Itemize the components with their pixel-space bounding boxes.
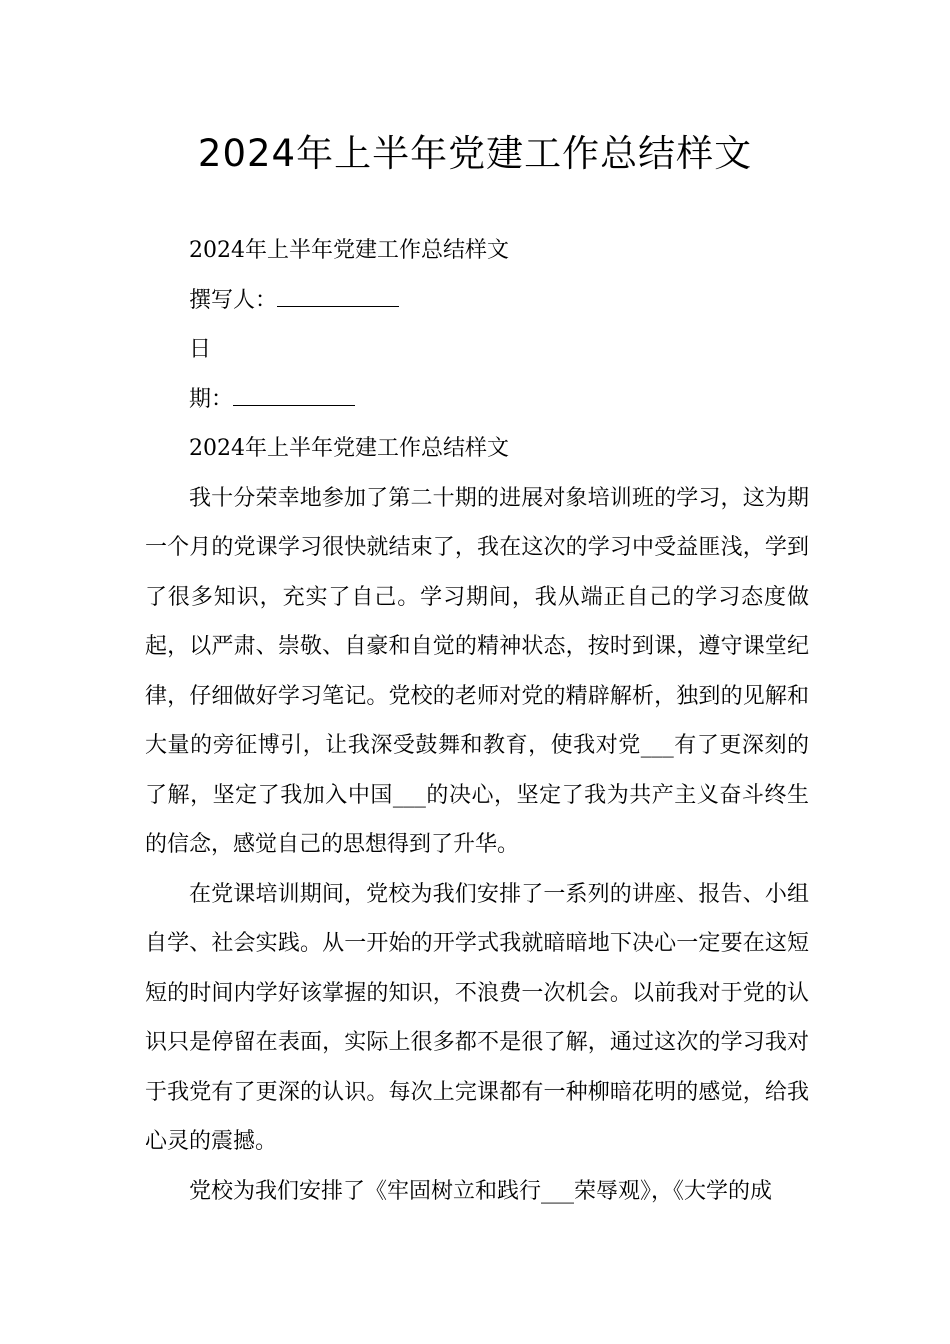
date-label: 期：: [189, 386, 234, 412]
paragraph-3: 党校为我们安排了《牢固树立和践行___荣辱观》，《大学的成: [189, 1178, 773, 1204]
author-label: 撰写人：: [189, 287, 278, 313]
date-label-line-1: 日: [189, 337, 212, 362]
date-line: [145, 375, 809, 425]
repeat-title-line: 2024年上半年党建工作总结样文: [189, 436, 509, 461]
author-line: [145, 276, 809, 326]
subtitle-line: 2024年上半年党建工作总结样文: [189, 238, 509, 263]
date-blank: [233, 375, 355, 406]
paragraph-1: 我十分荣幸地参加了第二十期的进展对象培训班的学习，这为期一个月的党课学习很快就结束了，我在这次的学习中受益匪浅，学到了很多知识，充实了自己。学习期间，我从端正自己的学习态度做起，以严肃、崇敬、自豪和自觉的精神状态，按时到课，遵守课堂纪律，仔细做好学习笔记。党校的老师对党的精辟解析，独到的见解和大量的旁征博引，让我深受鼓舞和教育，使我对党___有了更深刻的了解，坚定了我加入中国___的决心，坚定了我为共产主义奋斗终生的信念，感觉自己的思想得到了升华。: [145, 485, 809, 857]
paragraph-2: 在党课培训期间，党校为我们安排了一系列的讲座、报告、小组自学、社会实践。从一开始的开学式我就暗暗地下决心一定要在这短短的时间内学好该掌握的知识，不浪费一次机会。以前我对于党的认识只是停留在表面，实际上很多都不是很了解，通过这次的学习我对于我党有了更深的认识。每次上完课都有一种柳暗花明的感觉，给我心灵的震撼。: [145, 881, 809, 1154]
document-body: [145, 226, 809, 1216]
author-blank: [277, 276, 399, 307]
document-title: 2024年上半年党建工作总结样文: [197, 132, 753, 175]
